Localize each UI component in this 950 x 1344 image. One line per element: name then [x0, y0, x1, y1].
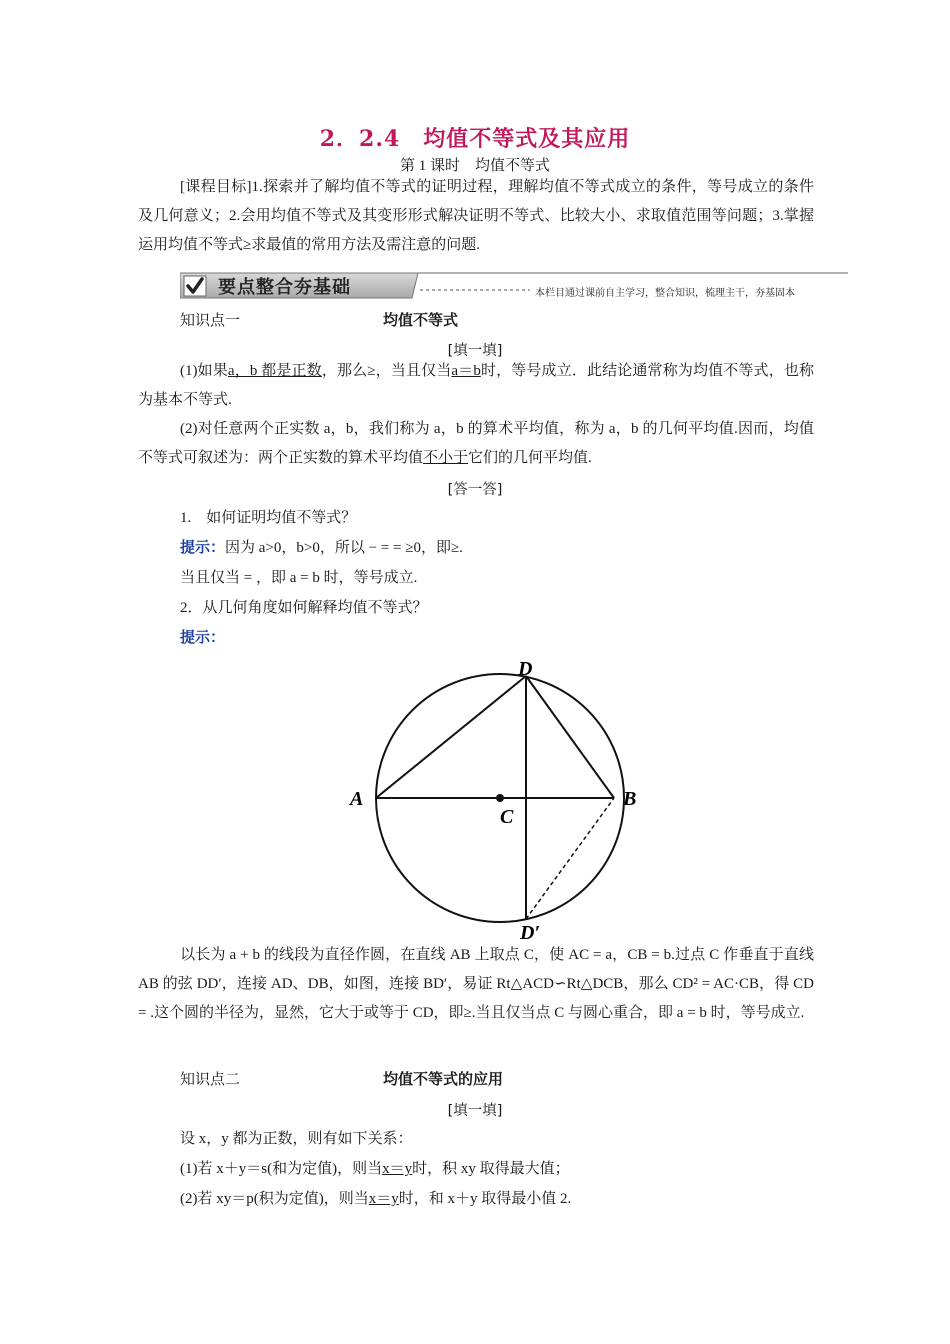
kp2-fill-header: [填一填]: [447, 1103, 503, 1119]
course-goal-text: 1.探索并了解均值不等式的证明过程，理解均值不等式成立的条件，等号成立的条件及几何意义；2.会用均值不等式及其变形形式解决证明不等式、比较大小、求取值范围等问题；3.掌握运用均值不等式≥求最值的常用方法及需注意的问题.: [138, 179, 814, 253]
question-2: 2．从几何角度如何解释均值不等式？: [180, 600, 428, 616]
kp1-fill-header: [填一填]: [447, 343, 503, 359]
center-point: [496, 794, 504, 802]
blank-rule-2: x＝y: [368, 1191, 399, 1207]
question-1: 1. 如何证明均值不等式？: [180, 510, 357, 526]
kp1-paragraph-2: (2)对任意两个正实数 a，b，我们称为 a，b 的算术平均值，称为 a，b 的几何平均值.因而，均值不等式可叙述为：两个正实数的算术平均值不小于它们的几何平均值.: [138, 421, 814, 466]
kp1-label: 知识点一: [180, 313, 241, 329]
kp2-rule-1: (1)若 x＋y＝s(和为定值)，则当x＝y时，积 xy 取得最大值；: [180, 1161, 570, 1177]
hint-label-2: 提示：: [180, 630, 226, 646]
page-subtitle: 第 1 课时 均值不等式: [399, 158, 550, 174]
answer-1-line-2: 当且仅当 = ，即 a = b 时，等号成立.: [180, 570, 418, 586]
banner-note: 本栏目通过课前自主学习，整合知识，梳理主干，夯基固本: [535, 288, 795, 299]
hint-label: 提示：: [180, 540, 226, 556]
blank-positive-numbers: a，b 都是正数: [227, 363, 322, 379]
course-goal: [138, 173, 814, 260]
label-d: D: [518, 658, 533, 680]
kp2-intro: 设 x，y 都为正数，则有如下关系：: [180, 1131, 413, 1147]
blank-equal-condition: a＝b: [451, 363, 481, 379]
label-c: C: [500, 806, 514, 828]
kp2-rule-2: (2)若 xy＝p(积为定值)，则当x＝y时，和 x＋y 取得最小值 2.: [180, 1191, 572, 1207]
label-a: A: [350, 788, 364, 810]
page-title: 2．2.4 均值不等式及其应用: [319, 126, 631, 152]
label-d-prime: D′: [520, 922, 541, 944]
kp1-paragraph-1: (1)如果a，b 都是正数，那么≥，当且仅当a＝b时，等号成立．此结论通常称为均值不等式，也称为基本不等式.: [138, 363, 814, 408]
label-b: B: [623, 788, 637, 810]
kp1-qa-header: [答一答]: [447, 482, 503, 498]
kp2-label: 知识点二: [180, 1072, 241, 1088]
kp1-title: 均值不等式: [383, 312, 459, 329]
geometric-explanation: 以长为 a + b 的线段为直径作圆，在直线 AB 上取点 C，使 AC = a，CB = b.过点 C 作垂直于直线 AB 的弦 DD′，连接 AD、DB，如图，连接 BD′，易证 Rt△ACD∽Rt△DCB，那么 CD² = AC·CB，得 CD = .这个圆的半径为，显然，它大于或等于 CD，即≥.当且仅当点 C 与圆心重合，即 a = b 时，等号成立.: [138, 947, 814, 1021]
segment-ad: [376, 676, 526, 798]
segment-db: [526, 676, 614, 798]
blank-rule-1: x＝y: [382, 1161, 413, 1177]
banner-title: 要点整合夯基础: [218, 277, 351, 298]
blank-not-less-than: 不小于: [423, 450, 469, 466]
course-goal-label: [课程目标]: [180, 179, 252, 195]
answer-1-line-1: 提示：因为 a>0，b>0，所以 − = = ≥0，即≥.: [180, 540, 463, 556]
kp2-title: 均值不等式的应用: [383, 1071, 504, 1088]
geometry-figure: [340, 655, 650, 945]
